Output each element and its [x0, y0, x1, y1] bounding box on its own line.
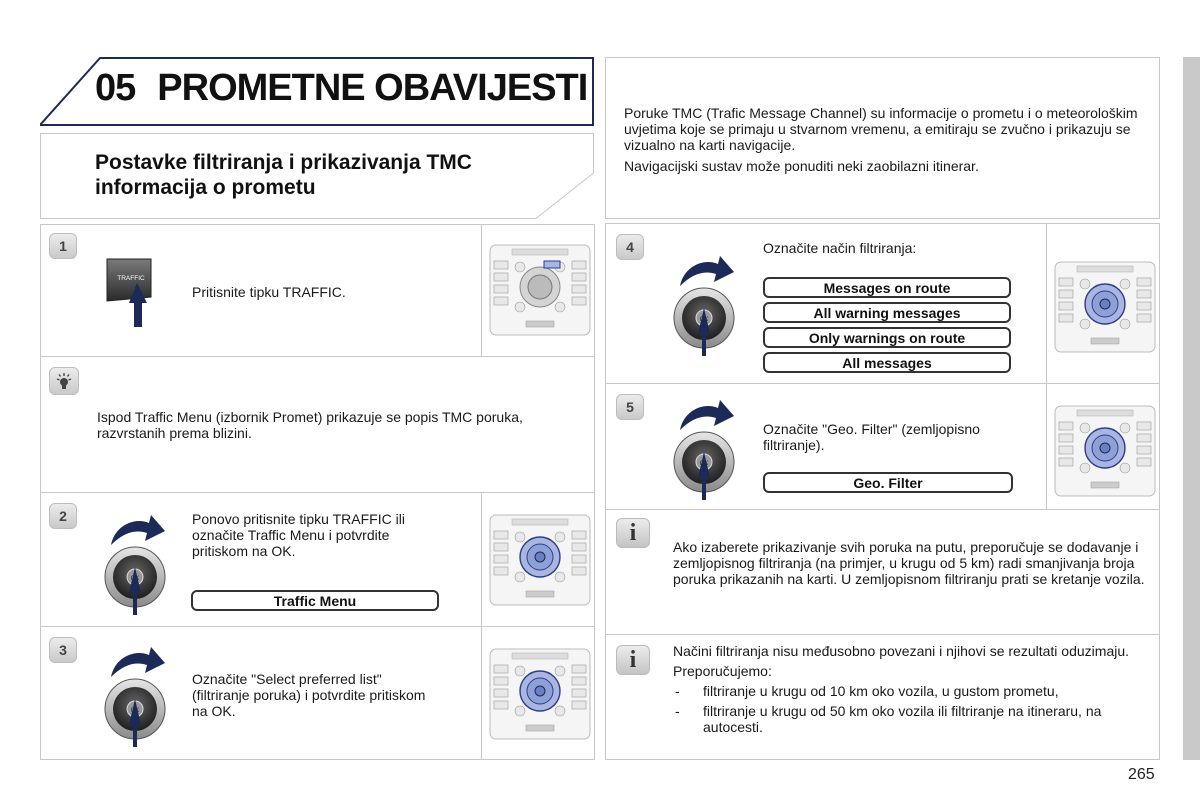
rotary-knob-icon: [670, 248, 740, 358]
radio-panel-image: [481, 493, 595, 626]
info-2-text: Načini filtriranja nisu međusobno povezani i njihovi se rezultati oduzimaju.: [673, 643, 1130, 659]
intro-paragraph-1: Poruke TMC (Trafic Message Channel) su informacije o prometu i o meteorološkim uvjetima koje se primaju u stvarnom vremenu, a emitiraju se zvučno i prikazuju se vizualno na karti navigacije.: [624, 105, 1138, 153]
tip-box: [40, 356, 595, 493]
chapter-title-banner: [40, 57, 594, 127]
tip-text: Ispod Traffic Menu (izbornik Promet) prikazuje se popis TMC poruka, razvrstanih prema blizini.: [97, 409, 523, 441]
list-item: - filtriranje u krugu od 50 km oko vozila ili filtriranje na itineraru, na autocesti.: [673, 703, 1143, 735]
step-2-box: [40, 492, 595, 627]
step-3-box: [40, 626, 595, 760]
geo-filter-label: Geo. Filter: [763, 472, 1013, 493]
traffic-menu-label: Traffic Menu: [191, 590, 439, 611]
option-all-messages: All messages: [763, 352, 1011, 373]
section-title: Postavke filtriranja i prikazivanja TMC informacija o prometu: [95, 151, 472, 199]
chapter-number: 05: [95, 67, 136, 109]
section-heading-box: [40, 133, 594, 219]
step-5-text: Označite "Geo. Filter" (zemljopisno filtriranje).: [763, 421, 980, 453]
radio-panel-image: [1046, 384, 1160, 509]
step-1-badge: 1: [49, 233, 77, 259]
step-4-box: [605, 223, 1160, 384]
intro-paragraph-2: Navigacijski sustav može ponuditi neki zaobilazni itinerar.: [624, 158, 979, 174]
list-item: - filtriranje u krugu od 10 km oko vozila, u gustom prometu,: [673, 683, 1143, 699]
intro-box: [605, 57, 1160, 219]
lamp-icon: [49, 367, 79, 395]
chapter-title: PROMETNE OBAVIJESTI: [157, 67, 588, 109]
step-4-text: Označite način filtriranja:: [763, 240, 917, 256]
rotary-knob-icon: [670, 392, 740, 502]
step-1-box: [40, 224, 595, 357]
traffic-button-icon: [103, 257, 153, 329]
info-1-text: Ako izaberete prikazivanje svih poruka na putu, preporučuje se dodavanje i zemljopisnog filtriranja (na primjer, u krugu od 5 km) radi smanjivanja broja poruka prikazanih na karti. U zemljopisnom filtriranju prati se kretanje vozila.: [673, 539, 1145, 587]
traffic-button-caption: TRAFFIC: [117, 275, 145, 282]
info-box-1: [605, 509, 1160, 635]
rotary-knob-icon: [101, 639, 171, 749]
recommendation-list: [673, 683, 1143, 735]
option-only-warnings-on-route: Only warnings on route: [763, 327, 1011, 348]
step-3-badge: 3: [49, 637, 77, 663]
info-box-2: [605, 634, 1160, 760]
radio-panel-image: [481, 225, 595, 356]
info-2-recommend-label: Preporučujemo:: [673, 663, 772, 679]
option-messages-on-route: Messages on route: [763, 277, 1011, 298]
info-icon: i: [616, 518, 650, 548]
step-5-badge: 5: [616, 394, 644, 420]
page-number: 265: [1128, 766, 1155, 783]
option-all-warning-messages: All warning messages: [763, 302, 1011, 323]
step-3-text: Označite "Select preferred list" (filtriranje poruka) i potvrdite pritiskom na OK.: [192, 671, 426, 719]
chapter-side-tab: [1183, 57, 1200, 760]
rotary-knob-icon: [101, 507, 171, 617]
step-2-text: Ponovo pritisnite tipku TRAFFIC ili označite Traffic Menu i potvrdite pritiskom na OK.: [192, 511, 405, 559]
radio-panel-image: [481, 627, 595, 759]
radio-panel-image: [1046, 224, 1160, 383]
info-icon: i: [616, 645, 650, 675]
step-2-badge: 2: [49, 503, 77, 529]
step-4-badge: 4: [616, 234, 644, 260]
step-1-text: Pritisnite tipku TRAFFIC.: [192, 284, 346, 300]
step-5-box: [605, 383, 1160, 510]
